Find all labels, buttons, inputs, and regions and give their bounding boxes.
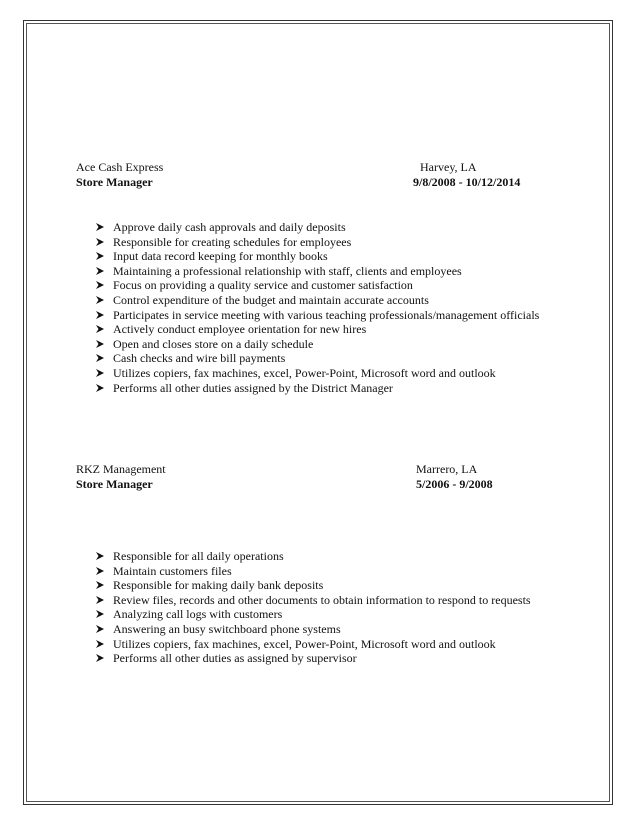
job-company-row bbox=[76, 160, 556, 175]
list-item: Analyzing call logs with customers bbox=[95, 607, 531, 622]
job-dates: 5/2006 - 9/2008 bbox=[416, 476, 493, 491]
list-item: Focus on providing a quality service and customer satisfaction bbox=[95, 278, 539, 293]
arrow-bullet-icon bbox=[95, 280, 105, 290]
arrow-bullet-icon bbox=[95, 251, 105, 261]
duty-list-2 bbox=[95, 549, 531, 666]
list-item: Actively conduct employee orientation for new hires bbox=[95, 322, 539, 337]
arrow-bullet-icon bbox=[95, 339, 105, 349]
list-item: Responsible for making daily bank deposits bbox=[95, 578, 531, 593]
list-item: Control expenditure of the budget and maintain accurate accounts bbox=[95, 293, 539, 308]
list-item: Cash checks and wire bill payments bbox=[95, 351, 539, 366]
list-item: Participates in service meeting with various teaching professionals/management officials bbox=[95, 308, 539, 323]
arrow-bullet-icon bbox=[95, 609, 105, 619]
list-item: Approve daily cash approvals and daily deposits bbox=[95, 220, 539, 235]
arrow-bullet-icon bbox=[95, 324, 105, 334]
arrow-bullet-icon bbox=[95, 295, 105, 305]
duty-list-1 bbox=[95, 220, 539, 395]
list-item: Input data record keeping for monthly books bbox=[95, 249, 539, 264]
list-item: Performs all other duties as assigned by supervisor bbox=[95, 651, 531, 666]
company-name: Ace Cash Express bbox=[76, 160, 164, 174]
arrow-bullet-icon bbox=[95, 310, 105, 320]
arrow-bullet-icon bbox=[95, 237, 105, 247]
job-title: Store Manager bbox=[76, 476, 153, 491]
arrow-bullet-icon bbox=[95, 266, 105, 276]
job-title-row bbox=[76, 175, 556, 190]
job-location: Harvey, LA bbox=[420, 160, 477, 174]
list-item: Performs all other duties assigned by the District Manager bbox=[95, 381, 539, 396]
list-item: Answering an busy switchboard phone systems bbox=[95, 622, 531, 637]
arrow-bullet-icon bbox=[95, 368, 105, 378]
arrow-bullet-icon bbox=[95, 383, 105, 393]
job-title: Store Manager bbox=[76, 174, 153, 189]
job-header-2 bbox=[76, 462, 556, 491]
company-name: RKZ Management bbox=[76, 462, 166, 476]
list-item: Responsible for creating schedules for employees bbox=[95, 235, 539, 250]
list-item: Responsible for all daily operations bbox=[95, 549, 531, 564]
job-title-row bbox=[76, 477, 556, 492]
list-item: Maintain customers files bbox=[95, 564, 531, 579]
arrow-bullet-icon bbox=[95, 595, 105, 605]
arrow-bullet-icon bbox=[95, 551, 105, 561]
arrow-bullet-icon bbox=[95, 566, 105, 576]
job-dates: 9/8/2008 - 10/12/2014 bbox=[413, 174, 521, 189]
list-item: Review files, records and other documents to obtain information to respond to requests bbox=[95, 593, 531, 608]
job-header-1 bbox=[76, 160, 556, 189]
job-company-row bbox=[76, 462, 556, 477]
list-item: Maintaining a professional relationship with staff, clients and employees bbox=[95, 264, 539, 279]
arrow-bullet-icon bbox=[95, 353, 105, 363]
job-location: Marrero, LA bbox=[416, 462, 478, 476]
arrow-bullet-icon bbox=[95, 639, 105, 649]
list-item: Utilizes copiers, fax machines, excel, Power-Point, Microsoft word and outlook bbox=[95, 366, 539, 381]
page-border-inner bbox=[26, 23, 610, 802]
list-item: Open and closes store on a daily schedule bbox=[95, 337, 539, 352]
arrow-bullet-icon bbox=[95, 653, 105, 663]
arrow-bullet-icon bbox=[95, 624, 105, 634]
list-item: Utilizes copiers, fax machines, excel, Power-Point, Microsoft word and outlook bbox=[95, 637, 531, 652]
arrow-bullet-icon bbox=[95, 580, 105, 590]
arrow-bullet-icon bbox=[95, 222, 105, 232]
